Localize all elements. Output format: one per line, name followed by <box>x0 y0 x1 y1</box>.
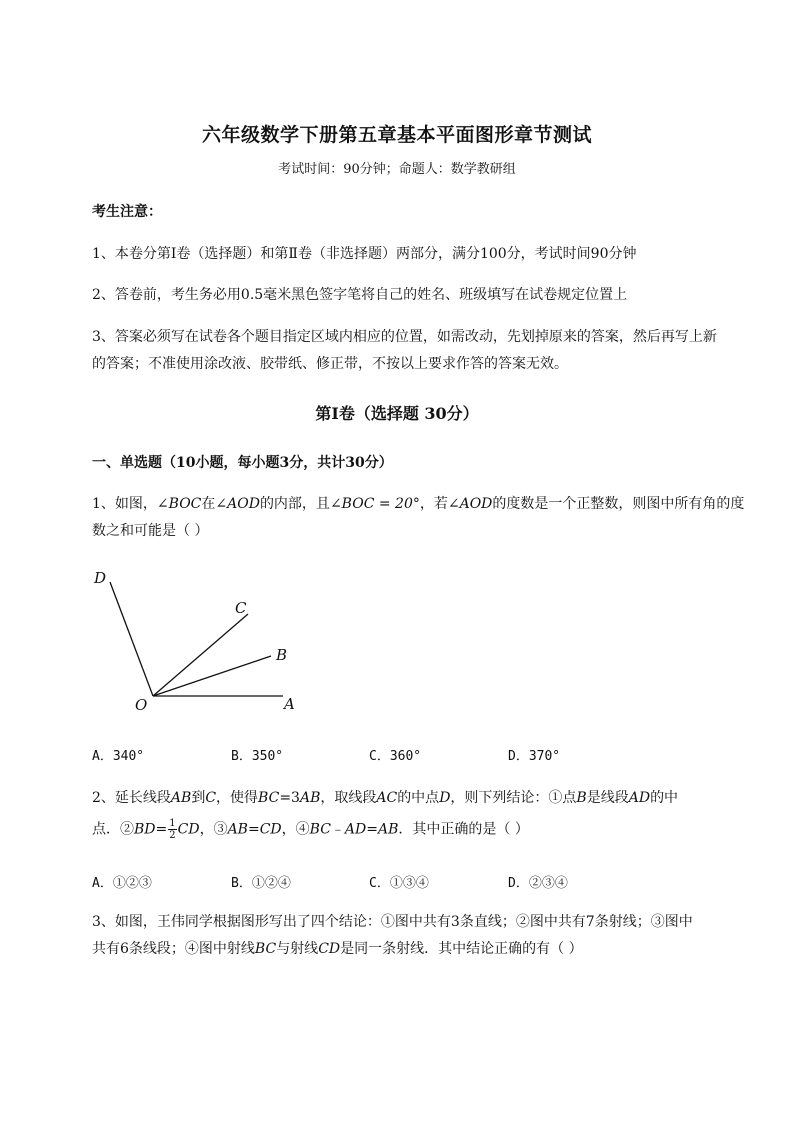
label-B: B <box>276 646 288 664</box>
q2-option-b[interactable]: B．①②④ <box>231 876 291 891</box>
q2-option-d[interactable]: D．②③④ <box>508 876 568 891</box>
exam-info: 考试时间：90分钟；命题人：数学教研组 <box>278 162 516 177</box>
q1-option-c[interactable]: C．360° <box>369 749 422 764</box>
label-C: C <box>235 599 247 617</box>
question-3-line-1: 3、如图，王伟同学根据图形写出了四个结论：①图中共有3条直线；②图中共有7条射线；③图中 <box>92 914 693 930</box>
notice-item-3-cont: 的答案；不准使用涂改液、胶带纸、修正带，不按以上要求作答的答案无效。 <box>92 356 568 372</box>
q1-option-a[interactable]: A．340° <box>92 749 145 764</box>
angle-figure <box>88 562 308 722</box>
ray-OD <box>110 582 153 696</box>
page-title: 六年级数学下册第五章基本平面图形章节测试 <box>201 124 592 146</box>
ray-OB <box>153 656 271 696</box>
label-O: O <box>135 696 148 714</box>
section-title: 第Ⅰ卷（选择题 30分） <box>315 404 479 423</box>
q2-option-a[interactable]: A．①②③ <box>92 876 152 891</box>
notice-item-3: 3、答案必须写在试卷各个题目指定区域内相应的位置，如需改动，先划掉原来的答案，然后再写上新 <box>92 329 717 345</box>
question-3-line-2: 共有6条线段；④图中射线BC与射线CD是同一条射线．其中结论正确的有（ ） <box>92 941 583 957</box>
notice-heading: 考生注意： <box>92 204 162 220</box>
q2-option-c[interactable]: C．①③④ <box>369 876 429 891</box>
notice-item-1: 1、本卷分第Ⅰ卷（选择题）和第Ⅱ卷（非选择题）两部分，满分100分，考试时间90分钟 <box>92 246 637 262</box>
ray-OC <box>153 614 248 696</box>
q1-option-b[interactable]: B．350° <box>231 749 284 764</box>
label-D: D <box>94 569 107 587</box>
q1-option-d[interactable]: D．370° <box>508 749 561 764</box>
question-2-line-1: 2、延长线段AB到C，使得BC=3AB，取线段AC的中点D，则下列结论：①点B是线段AD的中 <box>92 790 679 806</box>
question-2-line-2: 点．②BD= $\frac{1}{2}$ CD，③AB=CD，④BC﹣AD=AB．其中正确的是（ ） <box>92 818 529 841</box>
question-1-line-2: 数之和可能是（ ） <box>92 523 209 539</box>
notice-item-2: 2、答卷前，考生务必用0.5毫米黑色签字笔将自己的姓名、班级填写在试卷规定位置上 <box>92 287 628 303</box>
question-1-line-1: 1、如图，∠BOC在∠AOD的内部，且∠BOC = 20°，若∠AOD的度数是一个正整数，则图中所有角的度 <box>92 496 745 512</box>
label-A: A <box>284 695 295 713</box>
fraction-one-half: $\frac{1}{2}$ <box>169 818 176 841</box>
part-title: 一、单选题（10小题，每小题3分，共计30分） <box>92 455 393 471</box>
